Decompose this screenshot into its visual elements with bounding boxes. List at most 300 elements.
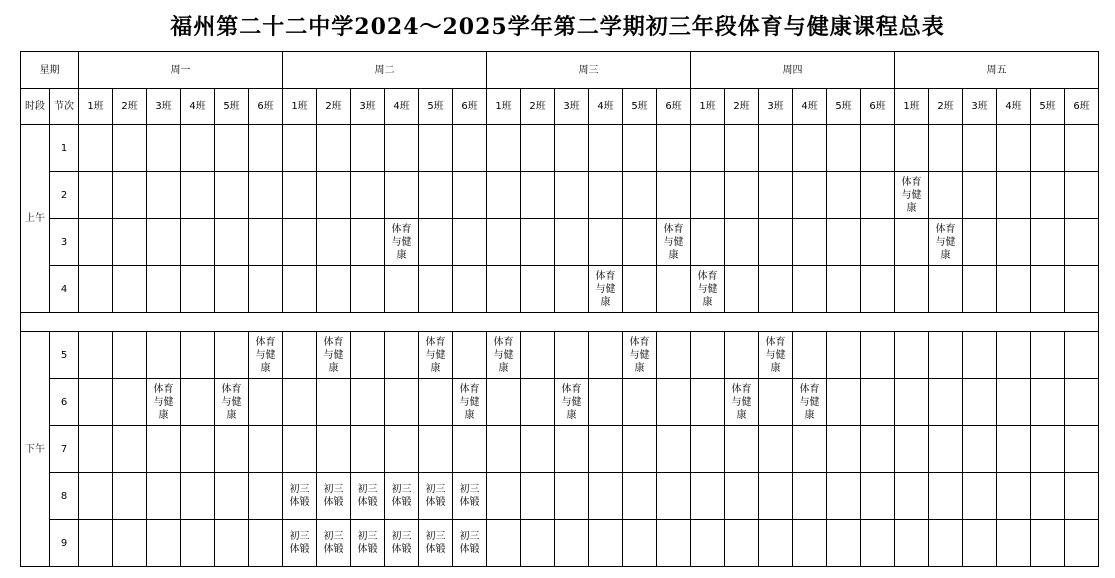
schedule-cell: [521, 520, 555, 567]
period-number: 4: [50, 266, 79, 313]
schedule-cell: [657, 219, 691, 266]
schedule-cell: [351, 332, 385, 379]
schedule-cell: [385, 520, 419, 567]
schedule-cell: [419, 266, 453, 313]
schedule-cell: [79, 172, 113, 219]
schedule-cell: [657, 520, 691, 567]
schedule-cell: [997, 219, 1031, 266]
schedule-cell: [147, 426, 181, 473]
schedule-cell: [589, 332, 623, 379]
class-header: 5班: [827, 89, 861, 125]
course-entry: 初三体锻: [323, 531, 344, 555]
schedule-cell: [1031, 332, 1065, 379]
schedule-cell: [453, 332, 487, 379]
course-entry: 体育与健康: [459, 383, 480, 421]
course-entry: 初三体锻: [289, 484, 310, 508]
schedule-cell: [351, 266, 385, 313]
schedule-cell: [147, 219, 181, 266]
schedule-cell: [861, 473, 895, 520]
schedule-cell: [385, 172, 419, 219]
schedule-cell: [827, 266, 861, 313]
schedule-cell: [1065, 125, 1099, 172]
class-header: 4班: [385, 89, 419, 125]
schedule-cell: [827, 426, 861, 473]
schedule-cell: [793, 379, 827, 426]
schedule-cell: [317, 219, 351, 266]
course-entry: 体育与健康: [323, 336, 344, 374]
schedule-cell: [453, 473, 487, 520]
schedule-cell: [725, 172, 759, 219]
schedule-cell: [317, 520, 351, 567]
schedule-cell: [317, 473, 351, 520]
schedule-cell: [725, 379, 759, 426]
schedule-cell: [521, 473, 555, 520]
schedule-cell: [997, 379, 1031, 426]
schedule-cell: [453, 426, 487, 473]
class-header: 2班: [521, 89, 555, 125]
schedule-cell: [725, 426, 759, 473]
schedule-cell: [113, 379, 147, 426]
course-entry: 初三体锻: [391, 484, 412, 508]
schedule-cell: [725, 332, 759, 379]
schedule-cell: [419, 219, 453, 266]
schedule-cell: [351, 426, 385, 473]
schedule-cell: [385, 473, 419, 520]
schedule-cell: [181, 266, 215, 313]
schedule-cell: [1031, 125, 1065, 172]
schedule-cell: [351, 172, 385, 219]
period-number: 6: [50, 379, 79, 426]
schedule-cell: [147, 473, 181, 520]
schedule-cell: [861, 125, 895, 172]
course-entry: 体育与健康: [901, 176, 922, 214]
schedule-cell: [725, 266, 759, 313]
class-header: 5班: [419, 89, 453, 125]
schedule-cell: [113, 172, 147, 219]
schedule-cell: [487, 473, 521, 520]
segment-header: 时段: [21, 89, 50, 125]
class-header: 1班: [487, 89, 521, 125]
class-header: 3班: [555, 89, 589, 125]
schedule-cell: [1065, 473, 1099, 520]
schedule-cell: [929, 266, 963, 313]
schedule-cell: [759, 379, 793, 426]
class-header: 2班: [929, 89, 963, 125]
schedule-cell: [861, 332, 895, 379]
course-entry: 体育与健康: [697, 270, 718, 308]
schedule-cell: [453, 219, 487, 266]
period-number: 3: [50, 219, 79, 266]
schedule-cell: [487, 172, 521, 219]
period-header: 节次: [50, 89, 79, 125]
schedule-cell: [827, 520, 861, 567]
midday-break-row: [21, 313, 1099, 332]
schedule-cell: [385, 426, 419, 473]
course-entry: 初三体锻: [323, 484, 344, 508]
schedule-cell: [487, 520, 521, 567]
schedule-cell: [249, 520, 283, 567]
schedule-cell: [181, 219, 215, 266]
schedule-cell: [283, 219, 317, 266]
schedule-cell: [521, 379, 555, 426]
schedule-cell: [385, 266, 419, 313]
schedule-cell: [929, 473, 963, 520]
schedule-cell: [147, 125, 181, 172]
schedule-cell: [589, 379, 623, 426]
schedule-cell: [521, 172, 555, 219]
schedule-cell: [555, 172, 589, 219]
schedule-cell: [827, 332, 861, 379]
course-entry: 体育与健康: [731, 383, 752, 421]
schedule-cell: [963, 520, 997, 567]
schedule-cell: [351, 125, 385, 172]
schedule-cell: [759, 219, 793, 266]
day-header: 周三: [487, 52, 691, 89]
schedule-cell: [895, 125, 929, 172]
schedule-cell: [691, 473, 725, 520]
schedule-cell: [589, 219, 623, 266]
schedule-cell: [487, 426, 521, 473]
schedule-cell: [215, 266, 249, 313]
schedule-cell: [963, 426, 997, 473]
schedule-cell: [147, 172, 181, 219]
schedule-cell: [963, 172, 997, 219]
schedule-cell: [521, 332, 555, 379]
class-header: 3班: [351, 89, 385, 125]
schedule-cell: [79, 520, 113, 567]
course-entry: 体育与健康: [493, 336, 514, 374]
schedule-cell: [725, 473, 759, 520]
class-header: 3班: [759, 89, 793, 125]
schedule-cell: [215, 426, 249, 473]
course-entry: 初三体锻: [459, 484, 480, 508]
schedule-cell: [623, 266, 657, 313]
schedule-cell: [793, 172, 827, 219]
schedule-cell: [1065, 172, 1099, 219]
schedule-cell: [929, 426, 963, 473]
class-header: 1班: [79, 89, 113, 125]
schedule-cell: [997, 172, 1031, 219]
schedule-cell: [555, 266, 589, 313]
schedule-cell: [317, 125, 351, 172]
schedule-cell: [623, 379, 657, 426]
schedule-cell: [827, 379, 861, 426]
schedule-cell: [249, 332, 283, 379]
schedule-cell: [589, 172, 623, 219]
schedule-cell: [249, 379, 283, 426]
schedule-cell: [317, 266, 351, 313]
period-number: 1: [50, 125, 79, 172]
schedule-cell: [861, 219, 895, 266]
schedule-cell: [895, 219, 929, 266]
schedule-cell: [997, 473, 1031, 520]
schedule-cell: [725, 125, 759, 172]
schedule-cell: [181, 426, 215, 473]
schedule-cell: [283, 266, 317, 313]
schedule-cell: [181, 473, 215, 520]
period-number: 9: [50, 520, 79, 567]
class-header: 4班: [793, 89, 827, 125]
schedule-cell: [1065, 332, 1099, 379]
schedule-cell: [283, 172, 317, 219]
schedule-cell: [691, 266, 725, 313]
schedule-cell: [555, 520, 589, 567]
course-entry: 初三体锻: [357, 531, 378, 555]
schedule-cell: [691, 219, 725, 266]
class-header: 4班: [589, 89, 623, 125]
course-entry: 初三体锻: [425, 484, 446, 508]
class-header: 5班: [623, 89, 657, 125]
schedule-cell: [759, 520, 793, 567]
schedule-cell: [759, 125, 793, 172]
schedule-cell: [521, 125, 555, 172]
schedule-cell: [215, 332, 249, 379]
schedule-cell: [419, 332, 453, 379]
schedule-cell: [249, 473, 283, 520]
schedule-cell: [657, 426, 691, 473]
schedule-cell: [793, 266, 827, 313]
course-entry: 体育与健康: [425, 336, 446, 374]
schedule-cell: [997, 125, 1031, 172]
schedule-cell: [79, 219, 113, 266]
schedule-cell: [487, 266, 521, 313]
schedule-cell: [113, 332, 147, 379]
schedule-cell: [283, 520, 317, 567]
schedule-cell: [793, 426, 827, 473]
segment-afternoon: 下午: [21, 332, 50, 567]
schedule-cell: [521, 266, 555, 313]
course-entry: 体育与健康: [799, 383, 820, 421]
schedule-cell: [351, 219, 385, 266]
schedule-cell: [759, 426, 793, 473]
schedule-cell: [963, 125, 997, 172]
schedule-cell: [861, 172, 895, 219]
schedule-cell: [317, 332, 351, 379]
schedule-cell: [623, 125, 657, 172]
schedule-cell: [487, 125, 521, 172]
schedule-cell: [181, 172, 215, 219]
schedule-cell: [929, 332, 963, 379]
schedule-cell: [317, 426, 351, 473]
class-header: 6班: [453, 89, 487, 125]
schedule-cell: [861, 266, 895, 313]
class-header: 1班: [895, 89, 929, 125]
schedule-cell: [113, 125, 147, 172]
schedule-cell: [895, 172, 929, 219]
schedule-cell: [419, 520, 453, 567]
schedule-cell: [215, 125, 249, 172]
schedule-cell: [657, 473, 691, 520]
class-header: 2班: [113, 89, 147, 125]
schedule-cell: [929, 219, 963, 266]
schedule-cell: [1065, 219, 1099, 266]
schedule-cell: [79, 266, 113, 313]
schedule-cell: [827, 172, 861, 219]
schedule-cell: [317, 379, 351, 426]
schedule-cell: [895, 379, 929, 426]
schedule-cell: [759, 172, 793, 219]
course-entry: 体育与健康: [221, 383, 242, 421]
schedule-cell: [453, 520, 487, 567]
schedule-cell: [351, 473, 385, 520]
schedule-cell: [453, 266, 487, 313]
schedule-cell: [793, 219, 827, 266]
schedule-cell: [657, 332, 691, 379]
schedule-cell: [555, 473, 589, 520]
schedule-cell: [555, 379, 589, 426]
schedule-cell: [453, 125, 487, 172]
course-entry: 体育与健康: [255, 336, 276, 374]
schedule-cell: [623, 426, 657, 473]
schedule-cell: [929, 172, 963, 219]
class-header: 1班: [283, 89, 317, 125]
course-entry: 初三体锻: [425, 531, 446, 555]
schedule-cell: [79, 332, 113, 379]
course-entry: 体育与健康: [561, 383, 582, 421]
schedule-cell: [1065, 426, 1099, 473]
schedule-cell: [249, 219, 283, 266]
day-header: 周一: [79, 52, 283, 89]
schedule-cell: [1031, 172, 1065, 219]
schedule-cell: [79, 473, 113, 520]
schedule-cell: [589, 473, 623, 520]
schedule-cell: [283, 426, 317, 473]
class-header: 2班: [725, 89, 759, 125]
schedule-cell: [317, 172, 351, 219]
period-number: 5: [50, 332, 79, 379]
schedule-cell: [249, 172, 283, 219]
schedule-cell: [215, 219, 249, 266]
schedule-cell: [589, 426, 623, 473]
course-entry: 体育与健康: [629, 336, 650, 374]
schedule-cell: [691, 172, 725, 219]
schedule-cell: [113, 266, 147, 313]
schedule-cell: [147, 379, 181, 426]
schedule-cell: [521, 426, 555, 473]
schedule-cell: [827, 125, 861, 172]
schedule-cell: [861, 379, 895, 426]
schedule-cell: [963, 219, 997, 266]
schedule-cell: [589, 125, 623, 172]
schedule-cell: [113, 426, 147, 473]
class-header: 6班: [249, 89, 283, 125]
schedule-cell: [555, 426, 589, 473]
schedule-cell: [589, 266, 623, 313]
schedule-cell: [793, 473, 827, 520]
schedule-cell: [1031, 266, 1065, 313]
schedule-cell: [895, 266, 929, 313]
schedule-cell: [1031, 219, 1065, 266]
schedule-cell: [283, 379, 317, 426]
schedule-cell: [997, 332, 1031, 379]
course-entry: 体育与健康: [595, 270, 616, 308]
schedule-cell: [725, 219, 759, 266]
schedule-cell: [623, 172, 657, 219]
schedule-cell: [555, 332, 589, 379]
schedule-cell: [691, 332, 725, 379]
schedule-cell: [79, 379, 113, 426]
schedule-cell: [657, 266, 691, 313]
schedule-cell: [1031, 520, 1065, 567]
schedule-cell: [623, 473, 657, 520]
weekday-header: 星期: [21, 52, 79, 89]
schedule-cell: [623, 332, 657, 379]
schedule-cell: [419, 125, 453, 172]
schedule-cell: [215, 379, 249, 426]
schedule-title: 福州第二十二中学2024～2025学年第二学期初三年段体育与健康课程总表: [170, 14, 945, 40]
schedule-cell: [249, 266, 283, 313]
schedule-cell: [691, 426, 725, 473]
schedule-cell: [929, 125, 963, 172]
schedule-cell: [351, 520, 385, 567]
schedule-cell: [385, 332, 419, 379]
schedule-cell: [521, 219, 555, 266]
schedule-cell: [283, 473, 317, 520]
schedule-cell: [929, 379, 963, 426]
schedule-cell: [827, 473, 861, 520]
schedule-cell: [283, 125, 317, 172]
schedule-cell: [385, 125, 419, 172]
schedule-table: [20, 51, 1099, 567]
schedule-cell: [487, 219, 521, 266]
schedule-cell: [759, 266, 793, 313]
schedule-cell: [79, 125, 113, 172]
course-entry: 体育与健康: [935, 223, 956, 261]
schedule-cell: [249, 125, 283, 172]
schedule-cell: [623, 520, 657, 567]
schedule-cell: [1031, 379, 1065, 426]
schedule-cell: [759, 473, 793, 520]
schedule-cell: [453, 379, 487, 426]
class-header: 6班: [1065, 89, 1099, 125]
schedule-cell: [113, 520, 147, 567]
schedule-cell: [895, 473, 929, 520]
period-number: 7: [50, 426, 79, 473]
class-header: 6班: [657, 89, 691, 125]
schedule-cell: [215, 172, 249, 219]
class-header: 5班: [1031, 89, 1065, 125]
schedule-cell: [827, 219, 861, 266]
day-header: 周五: [895, 52, 1099, 89]
schedule-cell: [181, 379, 215, 426]
schedule-cell: [1031, 473, 1065, 520]
schedule-cell: [997, 426, 1031, 473]
schedule-cell: [861, 520, 895, 567]
schedule-cell: [147, 520, 181, 567]
schedule-cell: [1065, 520, 1099, 567]
schedule-cell: [1065, 266, 1099, 313]
schedule-cell: [181, 332, 215, 379]
schedule-cell: [657, 172, 691, 219]
class-header: 3班: [147, 89, 181, 125]
schedule-cell: [419, 172, 453, 219]
schedule-cell: [147, 332, 181, 379]
schedule-cell: [181, 520, 215, 567]
schedule-cell: [215, 473, 249, 520]
segment-morning: 上午: [21, 125, 50, 313]
class-header: 2班: [317, 89, 351, 125]
schedule-cell: [691, 125, 725, 172]
schedule-cell: [419, 473, 453, 520]
schedule-cell: [113, 219, 147, 266]
schedule-cell: [249, 426, 283, 473]
schedule-cell: [963, 473, 997, 520]
schedule-cell: [453, 172, 487, 219]
schedule-cell: [555, 125, 589, 172]
period-number: 2: [50, 172, 79, 219]
schedule-cell: [929, 520, 963, 567]
schedule-cell: [419, 426, 453, 473]
